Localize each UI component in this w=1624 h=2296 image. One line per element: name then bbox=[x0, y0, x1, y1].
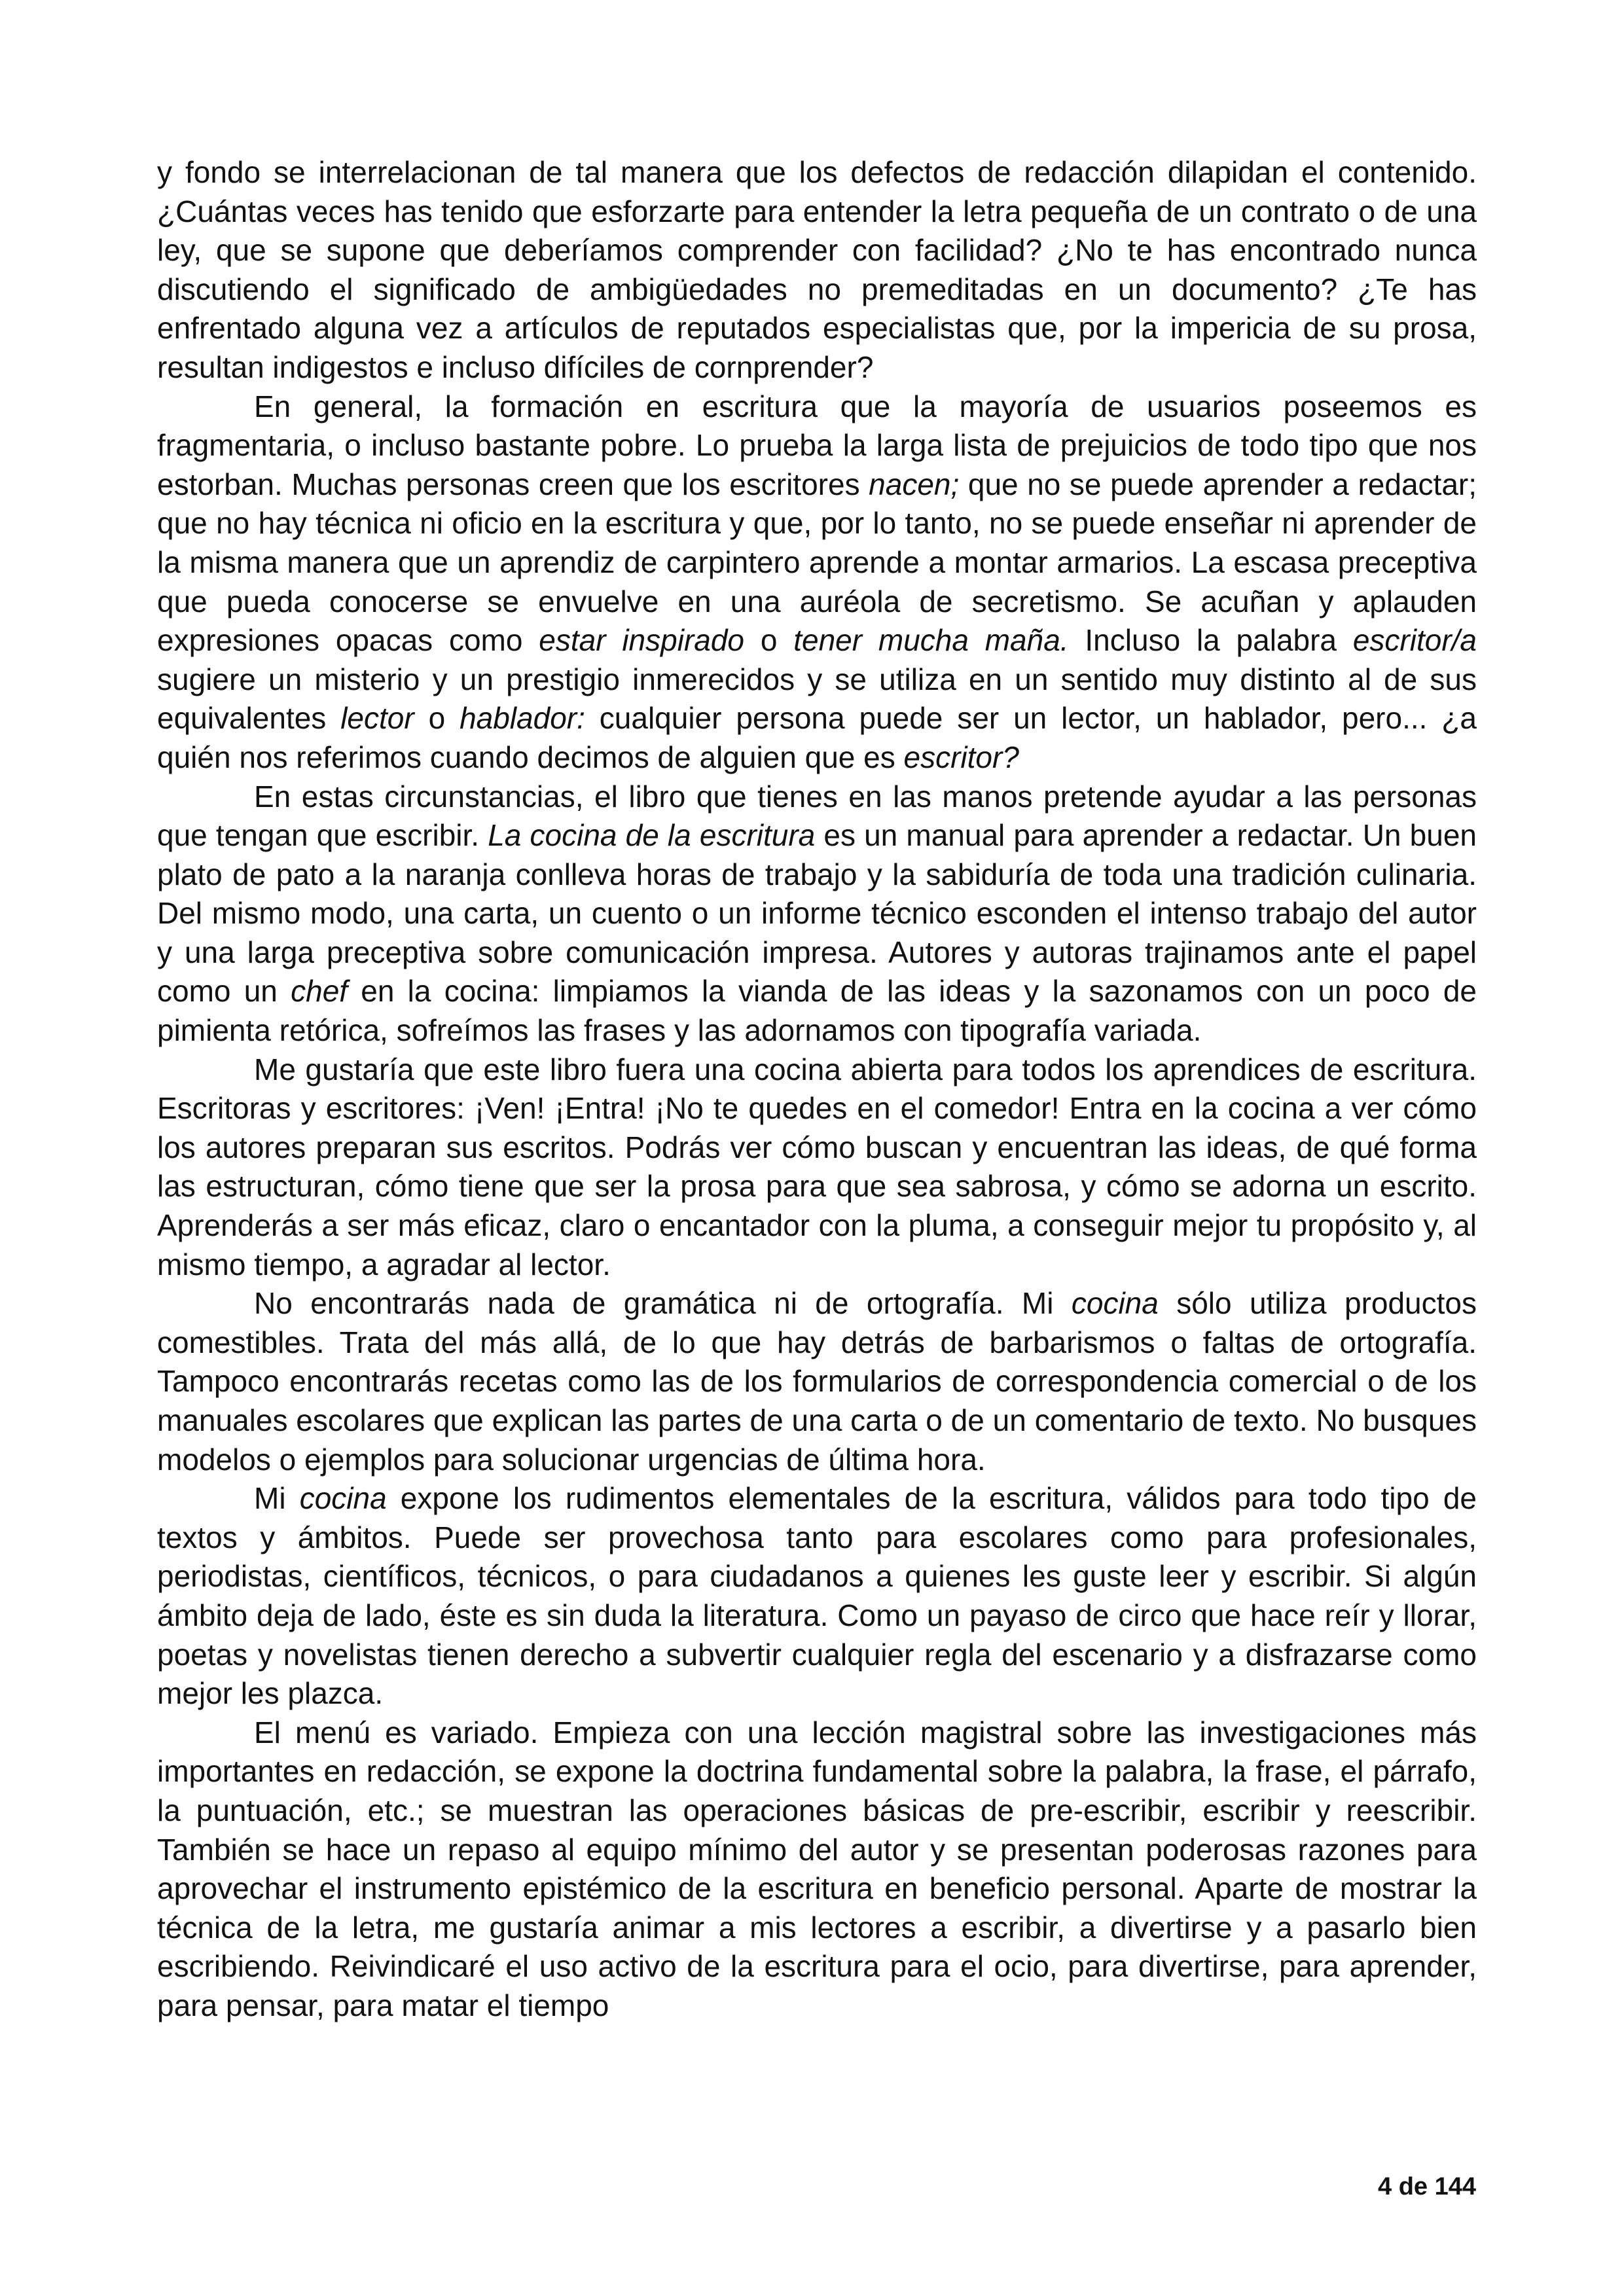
italic-text: cocina bbox=[1071, 1286, 1159, 1321]
page-number: 4 de 144 bbox=[1378, 2173, 1476, 2200]
paragraph-text: es un manual para aprender a redactar. Un buen plato de pato a la naranja conlleva horas de trabajo y la sabiduría de toda una tradición culinaria. Del mismo modo, una carta, un cuento o un informe técnico esconden el intenso trabajo del autor y una larga preceptiva sobre comunicación impresa. Autores y autoras trajinamos ante el papel como un bbox=[157, 818, 1477, 1009]
paragraph-text: cualquier persona puede ser un lector, un hablador, pero... ¿a quién nos referimos cuando decimos de alguien que es bbox=[157, 701, 1477, 774]
paragraph-2 bbox=[157, 387, 1477, 778]
italic-text: tener mucha maña. bbox=[793, 623, 1069, 658]
italic-text: cocina bbox=[299, 1481, 387, 1516]
paragraph-text: sólo utiliza productos comestibles. Trata del más allá, de lo que hay detrás de barbarismos o faltas de ortografía. Tampoco encontrarás recetas como las de los formularios de correspondencia comercial o de los manuales escolares que explican las partes de una carta o de un comentario de texto. No busques modelos o ejemplos para solucionar urgencias de última hora. bbox=[157, 1286, 1477, 1477]
paragraph-1 bbox=[157, 153, 1477, 387]
paragraph-7 bbox=[157, 1713, 1477, 2026]
italic-text: estar inspirado bbox=[539, 623, 745, 658]
body-text bbox=[157, 153, 1477, 2026]
italic-text: nacen; bbox=[869, 467, 960, 501]
paragraph-text: o bbox=[414, 701, 460, 736]
paragraph-text: El menú es variado. Empieza con una lección magistral sobre las investigaciones más importantes en redacción, se expone la doctrina fundamental sobre la palabra, la frase, el párrafo, la puntuación, etc.; se muestran las operaciones básicas de pre-escribir, escribir y reescribir. También se hace un repaso al equipo mínimo del autor y se presentan poderosas razones para aprovechar el instrumento epistémico de la escritura en beneficio personal. Aparte de mostrar la técnica de la letra, me gustaría animar a mis lectores a escribir, a divertirse y a pasarlo bien escribiendo. Reivindicaré el uso activo de la escritura para el ocio, para divertirse, para aprender, para pensar, para matar el tiempo bbox=[157, 1715, 1477, 2022]
paragraph-text: Incluso la palabra bbox=[1068, 623, 1353, 658]
paragraph-text: En estas circunstancias, el libro que tienes en las manos pretende ayudar a las personas que tengan que escribir. bbox=[157, 779, 1477, 853]
paragraph-text: y fondo se interrelacionan de tal manera que los defectos de redacción dilapidan el contenido. ¿Cuántas veces has tenido que esforzarte para entender la letra pequeña de un contrato o de una ley, que se supone que deberíamos comprender con facilidad? ¿No te has encontrado nunca discutiendo el significado de ambigüedades no premeditadas en un documento? ¿Te has enfrentado alguna vez a artículos de reputados especialistas que, por la impericia de su prosa, resultan indigestos e incluso difíciles de cornprender? bbox=[157, 155, 1477, 384]
paragraph-text: En general, la formación en escritura que la mayoría de usuarios poseemos es fragmentaria, o incluso bastante pobre. Lo prueba la larga lista de prejuicios de todo tipo que nos estorban. Muchas personas creen que los escritores bbox=[157, 389, 1477, 501]
paragraph-text: en la cocina: limpiamos la vianda de las ideas y la sazonamos con un poco de pimienta retórica, sofreímos las frases y las adornamos con tipografía variada. bbox=[157, 974, 1477, 1048]
italic-text: chef bbox=[291, 974, 348, 1009]
paragraph-3 bbox=[157, 778, 1477, 1050]
italic-text: hablador: bbox=[460, 701, 585, 736]
italic-text: escritor? bbox=[903, 740, 1019, 774]
paragraph-text: Me gustaría que este libro fuera una cocina abierta para todos los aprendices de escritura. Escritoras y escritores: ¡Ven! ¡Entra! ¡No te quedes en el comedor! Entra en la cocina a ver cómo los autores preparan sus escritos. Podrás ver cómo buscan y encuentran las ideas, de qué forma las estructuran, cómo tiene que ser la prosa para que sea sabrosa, y cómo se adorna un escrito. Aprenderás a ser más eficaz, claro o encantador con la pluma, a conseguir mejor tu propósito y, al mismo tiempo, a agradar al lector. bbox=[157, 1052, 1477, 1282]
paragraph-text: No encontrarás nada de gramática ni de ortografía. Mi bbox=[254, 1286, 1072, 1321]
paragraph-5 bbox=[157, 1284, 1477, 1479]
paragraph-6 bbox=[157, 1479, 1477, 1713]
paragraph-text: o bbox=[744, 623, 794, 658]
italic-text: lector bbox=[340, 701, 414, 736]
paragraph-text: que no se puede aprender a redactar; que no hay técnica ni oficio en la escritura y que, por lo tanto, no se puede enseñar ni aprender de la misma manera que un aprendiz de carpintero aprende a montar armarios. La escasa preceptiva que pueda conocerse se envuelve en una auréola de secretismo. Se acuñan y aplauden expresiones opacas como bbox=[157, 467, 1477, 658]
paragraph-4 bbox=[157, 1050, 1477, 1285]
italic-text: La cocina de la escritura bbox=[488, 818, 816, 853]
paragraph-text: sugiere un misterio y un prestigio inmerecidos y se utiliza en un sentido muy distinto al de sus equivalentes bbox=[157, 662, 1477, 736]
italic-text: escritor/a bbox=[1352, 623, 1477, 658]
paragraph-text: expone los rudimentos elementales de la escritura, válidos para todo tipo de textos y ámbitos. Puede ser provechosa tanto para escolares como para profesionales, periodistas, científicos, técnicos, o para ciudadanos a quienes les guste leer y escribir. Si algún ámbito deja de lado, éste es sin duda la literatura. Como un payaso de circo que hace reír y llorar, poetas y novelistas tienen derecho a subvertir cualquier regla del escenario y a disfrazarse como mejor les plazca. bbox=[157, 1481, 1477, 1711]
paragraph-text: Mi bbox=[254, 1481, 300, 1516]
